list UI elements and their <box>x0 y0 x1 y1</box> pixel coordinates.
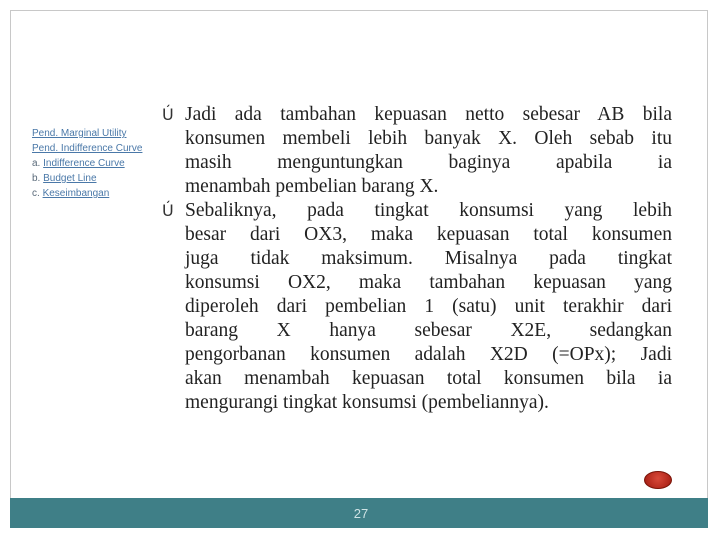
bullet-text <box>185 199 672 415</box>
slide-content <box>160 103 672 415</box>
link-budget-line[interactable]: Budget Line <box>43 173 97 184</box>
text-line: masih menguntungkan baginya apabila ia <box>185 152 672 173</box>
side-nav <box>32 126 142 201</box>
bullet-point-2 <box>160 199 672 415</box>
page-number: 27 <box>353 506 369 521</box>
text-line: menambah pembelian barang X. <box>185 176 439 197</box>
link-keseimbangan[interactable]: Keseimbangan <box>42 188 110 199</box>
text-line: konsumen membeli lebih banyak X. Oleh sebab itu <box>185 128 672 149</box>
next-slide-button[interactable] <box>644 471 672 489</box>
nav-item-marginal-utility <box>32 126 142 141</box>
text-line: besar dari OX3, maka kepuasan total konsumen <box>185 224 672 245</box>
text-line: Jadi ada tambahan kepuasan netto sebesar AB bila <box>185 104 672 125</box>
text-line: pengorbanan konsumen adalah X2D (=OPx); Jadi <box>185 344 672 365</box>
nav-item-keseimbangan <box>32 186 142 201</box>
link-indifference-curve[interactable]: Indifference Curve <box>43 158 125 169</box>
nav-item-prefix: a. <box>32 158 44 169</box>
bullet-point-1 <box>160 103 672 199</box>
bullet-arrow-icon: Ú <box>162 105 174 124</box>
nav-item-prefix: c. <box>32 188 43 199</box>
text-line: juga tidak maksimum. Misalnya pada tingkat <box>185 248 672 269</box>
text-line: diperoleh dari pembelian 1 (satu) unit terakhir dari <box>185 296 672 317</box>
nav-item-indifference-curve-approach <box>32 141 142 156</box>
nav-item-budget-line <box>32 171 142 186</box>
text-line: barang X hanya sebesar X2E, sedangkan <box>185 320 672 341</box>
link-pend-indifference-curve[interactable]: Pend. Indifference Curve <box>32 143 143 154</box>
text-line: konsumsi OX2, maka tambahan kepuasan yang <box>185 272 672 293</box>
nav-item-indifference-curve <box>32 156 142 171</box>
bullet-arrow-icon: Ú <box>162 201 174 220</box>
text-line: Sebaliknya, pada tingkat konsumsi yang lebih <box>185 200 672 221</box>
nav-item-prefix: b. <box>32 173 44 184</box>
bullet-text <box>185 103 672 199</box>
text-line: akan menambah kepuasan total konsumen bila ia <box>185 368 672 389</box>
text-line: mengurangi tingkat konsumsi (pembeliannya). <box>185 392 549 413</box>
link-pend-marginal-utility[interactable]: Pend. Marginal Utility <box>32 128 127 139</box>
